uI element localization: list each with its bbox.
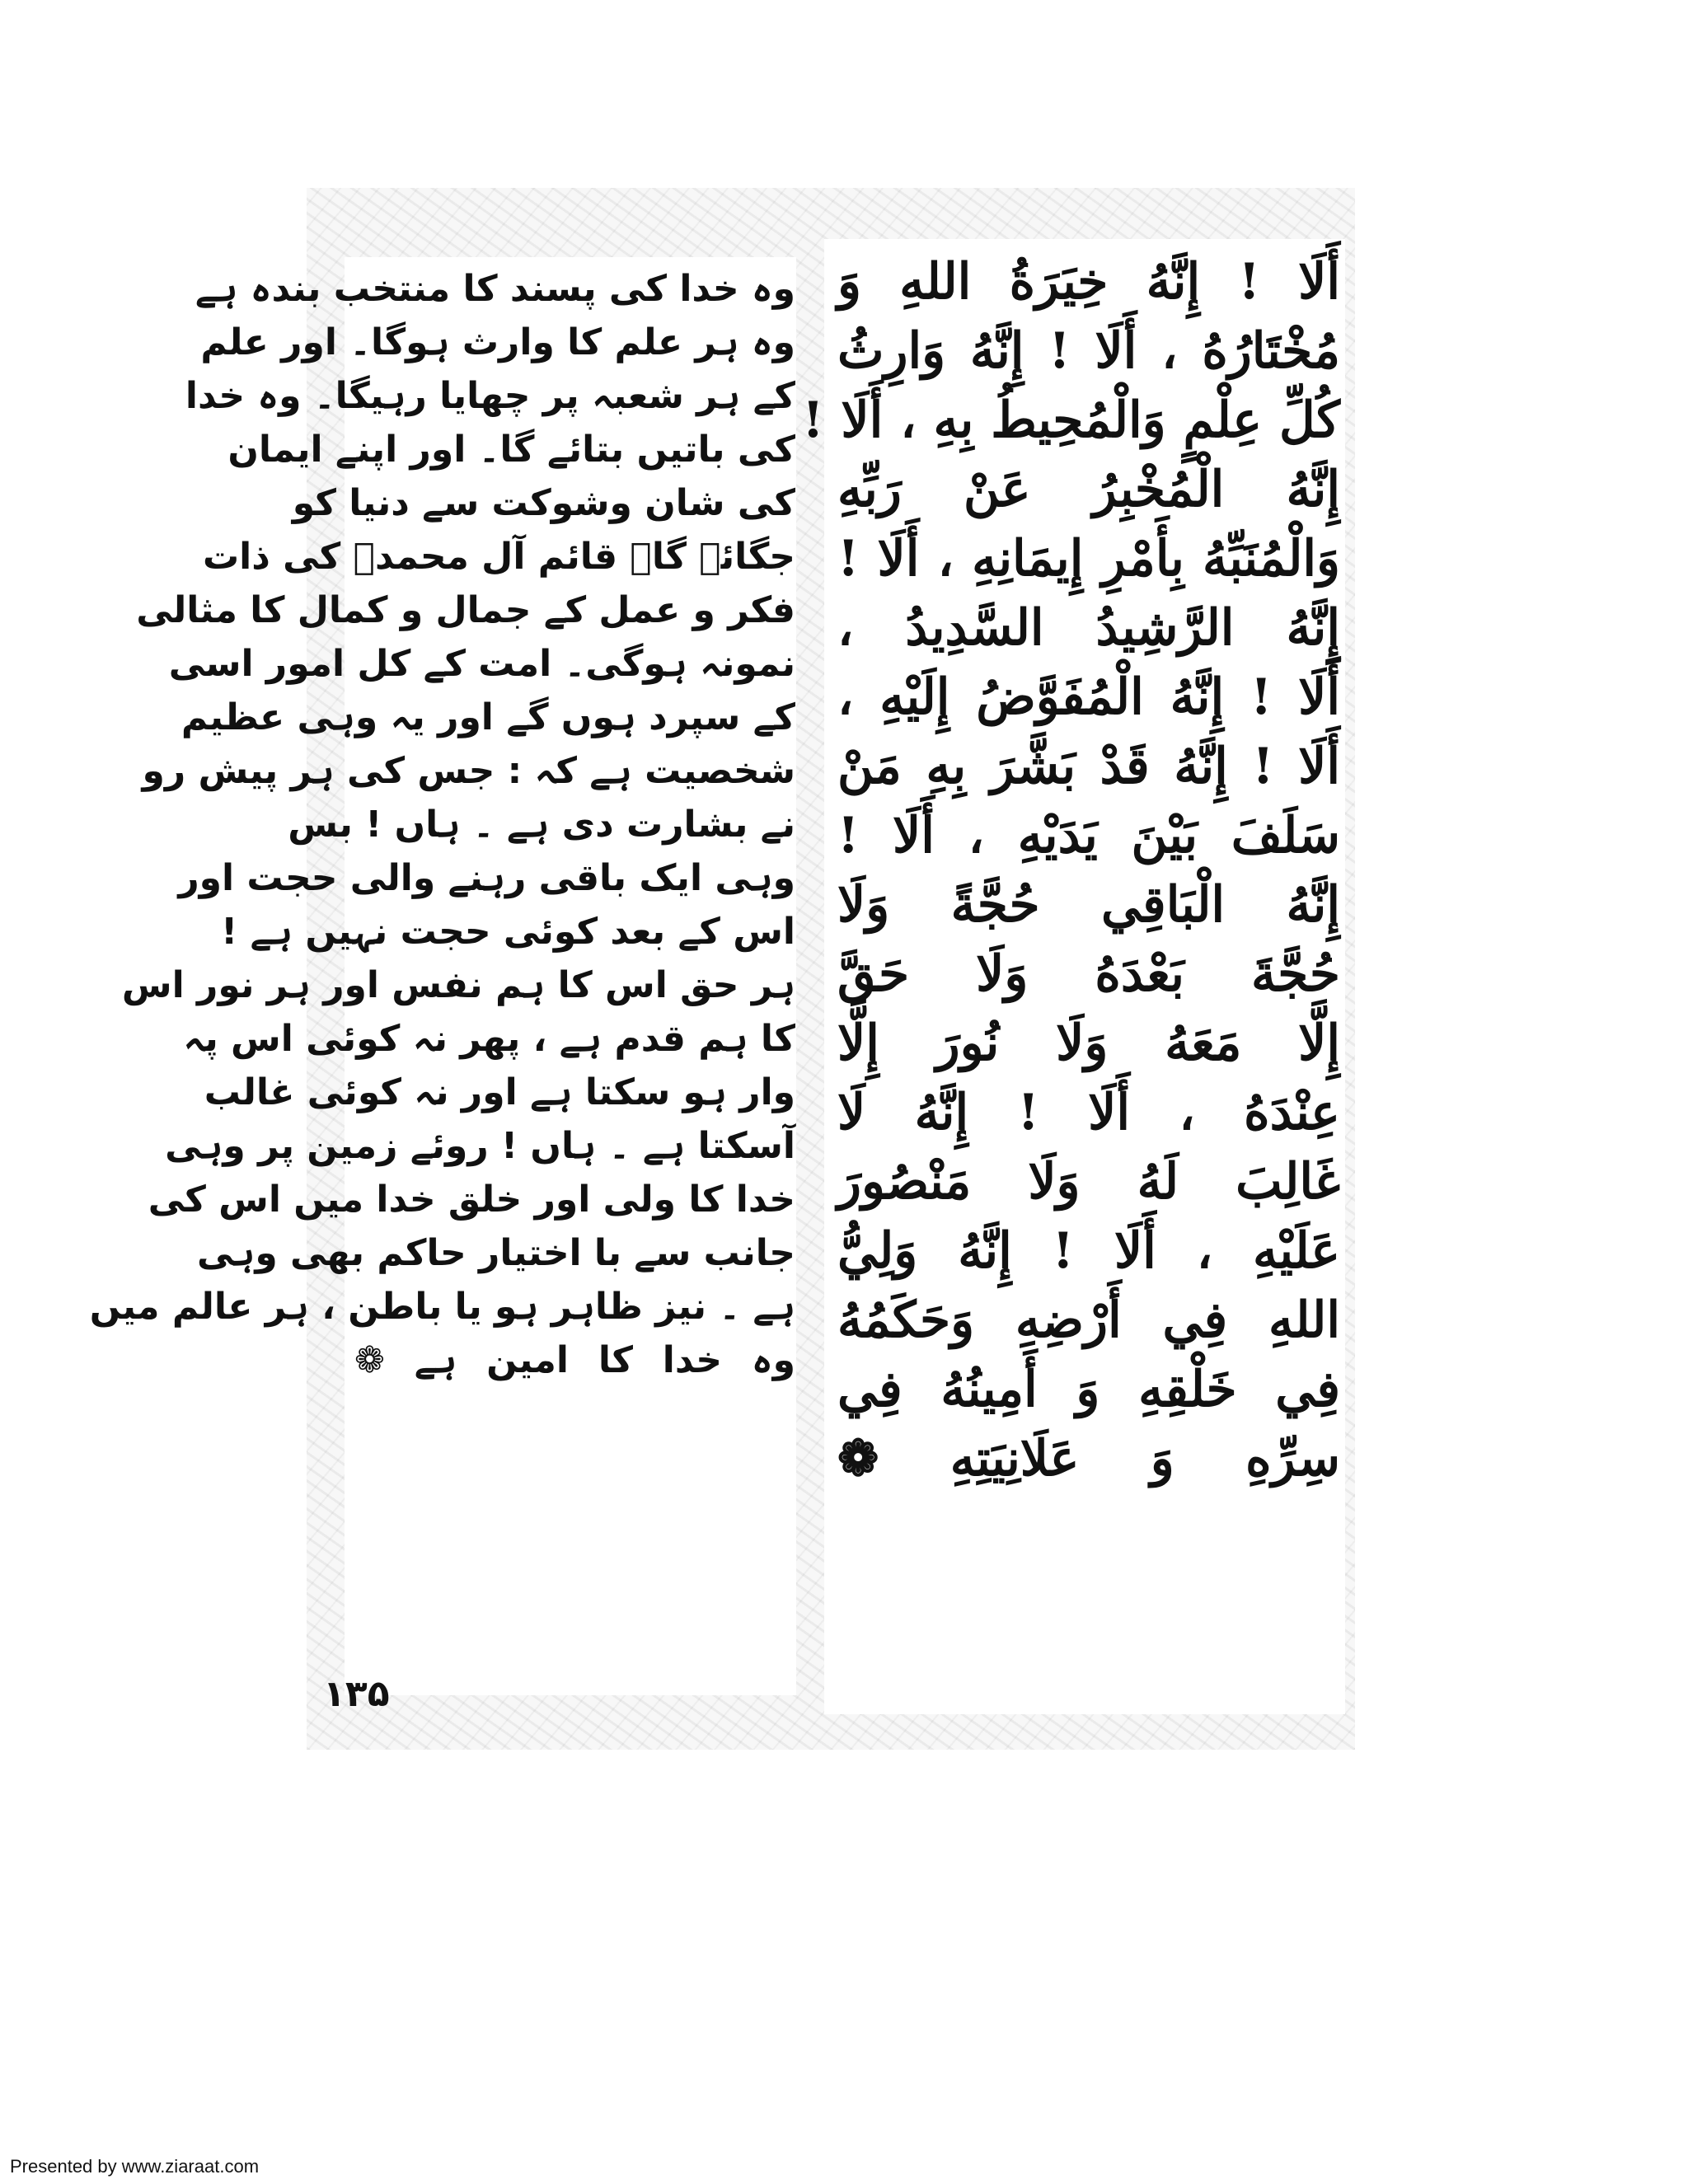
urdu-text-line: شخصیت ہے کہ : جس کی ہر پیش رو (142, 750, 795, 792)
arabic-text-column (802, 247, 1340, 1493)
urdu-text-line: آسکتا ہے ۔ ہاں ! روئے زمین پر وہی (165, 1125, 795, 1167)
urdu-text-line: وہ ہر علم کا وارث ہوگا۔ اور علم (200, 321, 795, 363)
urdu-text-line: کے ہر شعبہ پر چھایا رہیگا۔ وہ خدا (185, 375, 795, 417)
urdu-text-line: کی شان وشوکت سے دنیا کو (292, 482, 795, 524)
urdu-text-line: ہر حق اس کا ہم نفس اور ہر نور اس (121, 964, 795, 1006)
urdu-text-line: ہے ۔ نیز ظاہر ہو یا باطن ، ہر عالم میں (89, 1286, 795, 1328)
urdu-text-line: فکر و عمل کے جمال و کمال کا مثالی (136, 589, 795, 631)
arabic-text-line: إِنَّهُ الْمُخْبِرُ عَنْ رَبِّهِ (837, 461, 1340, 518)
arabic-text-line: سَلَفَ بَيْنَ يَدَيْهِ ، أَلَا ! (837, 807, 1340, 865)
arabic-text-line: إِنَّهُ الْبَاقِي حُجَّةً وَلَا (837, 876, 1340, 934)
arabic-text-line: مُخْتَارُهُ ، أَلَا ! إِنَّهُ وَارِثُ (837, 322, 1340, 380)
arabic-text-line: غَالِبَ لَهُ وَلَا مَنْصُورَ (837, 1153, 1340, 1211)
arabic-text-line: اللهِ فِي أَرْضِهِ وَحَكَمُهُ (837, 1291, 1340, 1349)
arabic-text-line: فِي خَلْقِهِ وَ أَمِينُهُ فِي (837, 1361, 1340, 1418)
arabic-text-line: عِنْدَهُ ، أَلَا ! إِنَّهُ لَا (837, 1084, 1340, 1141)
arabic-text-line: إِنَّهُ الرَّشِيدُ السَّدِيدُ ، (837, 599, 1340, 657)
urdu-text-line: نمونہ ہوگی۔ امت کے کل امور اسی (168, 643, 795, 685)
arabic-text-line: إِلَّا مَعَهُ وَلَا نُورَ إِلَّا (837, 1015, 1340, 1072)
urdu-text-line: کا ہم قدم ہے ، پھر نہ کوئی اس پہ (183, 1018, 795, 1060)
arabic-text-line: كُلِّ عِلْمٍ وَالْمُحِيطُ بِهِ ، أَلَا ! (802, 391, 1340, 449)
urdu-text-line: وہی ایک باقی رہنے والی حجت اور (178, 857, 795, 899)
urdu-text-line: کے سپرد ہوں گے اور یہ وہی عظیم (181, 696, 795, 738)
page-number: ۱۳۵ (323, 1673, 390, 1715)
urdu-text-line: وہ خدا کی پسند کا منتخب بندہ ہے (195, 268, 795, 310)
arabic-text-line: حُجَّةَ بَعْدَهُ وَلَا حَقَّ (837, 945, 1340, 1003)
urdu-text-line: وار ہو سکتا ہے اور نہ کوئی غالب (204, 1071, 795, 1113)
arabic-text-line: وَالْمُنَبِّهُ بِأَمْرِ إِيمَانِهِ ، أَلَا ! (837, 530, 1340, 588)
urdu-text-line: نے بشارت دی ہے ۔ ہاں ! بس (288, 804, 795, 846)
urdu-text-line: اس کے بعد کوئی حجت نہیں ہے ! (221, 911, 795, 953)
urdu-text-column (89, 262, 795, 1387)
urdu-text-line: کی باتیں بتائے گا۔ اور اپنے ایمان (227, 429, 795, 471)
urdu-text-line: خدا کا ولی اور خلق خدا میں اس کی (148, 1179, 795, 1221)
footer-credit: Presented by www.ziaraat.com (10, 2156, 260, 2177)
arabic-text-line: عَلَيْهِ ، أَلَا ! إِنَّهُ وَلِيُّ (837, 1222, 1340, 1280)
urdu-text-line: جانب سے با اختیار حاکم بھی وہی (197, 1232, 795, 1274)
arabic-text-line: أَلَا ! إِنَّهُ الْمُفَوَّضُ إِلَيْهِ ، (837, 668, 1340, 726)
urdu-text-line: وہ خدا کا امین ہے ❁ (354, 1339, 795, 1381)
urdu-text-line: جگائے گا۔ قائم آل محمدؐ کی ذات (202, 536, 795, 578)
arabic-text-line: أَلَا ! إِنَّهُ قَدْ بَشَّرَ بِهِ مَنْ (837, 738, 1340, 795)
arabic-text-line: أَلَا ! إِنَّهُ خِيَرَةُ اللهِ وَ (837, 253, 1340, 311)
arabic-text-line: سِرِّهِ وَ عَلَانِيَتِهِ ❁ (837, 1430, 1340, 1488)
